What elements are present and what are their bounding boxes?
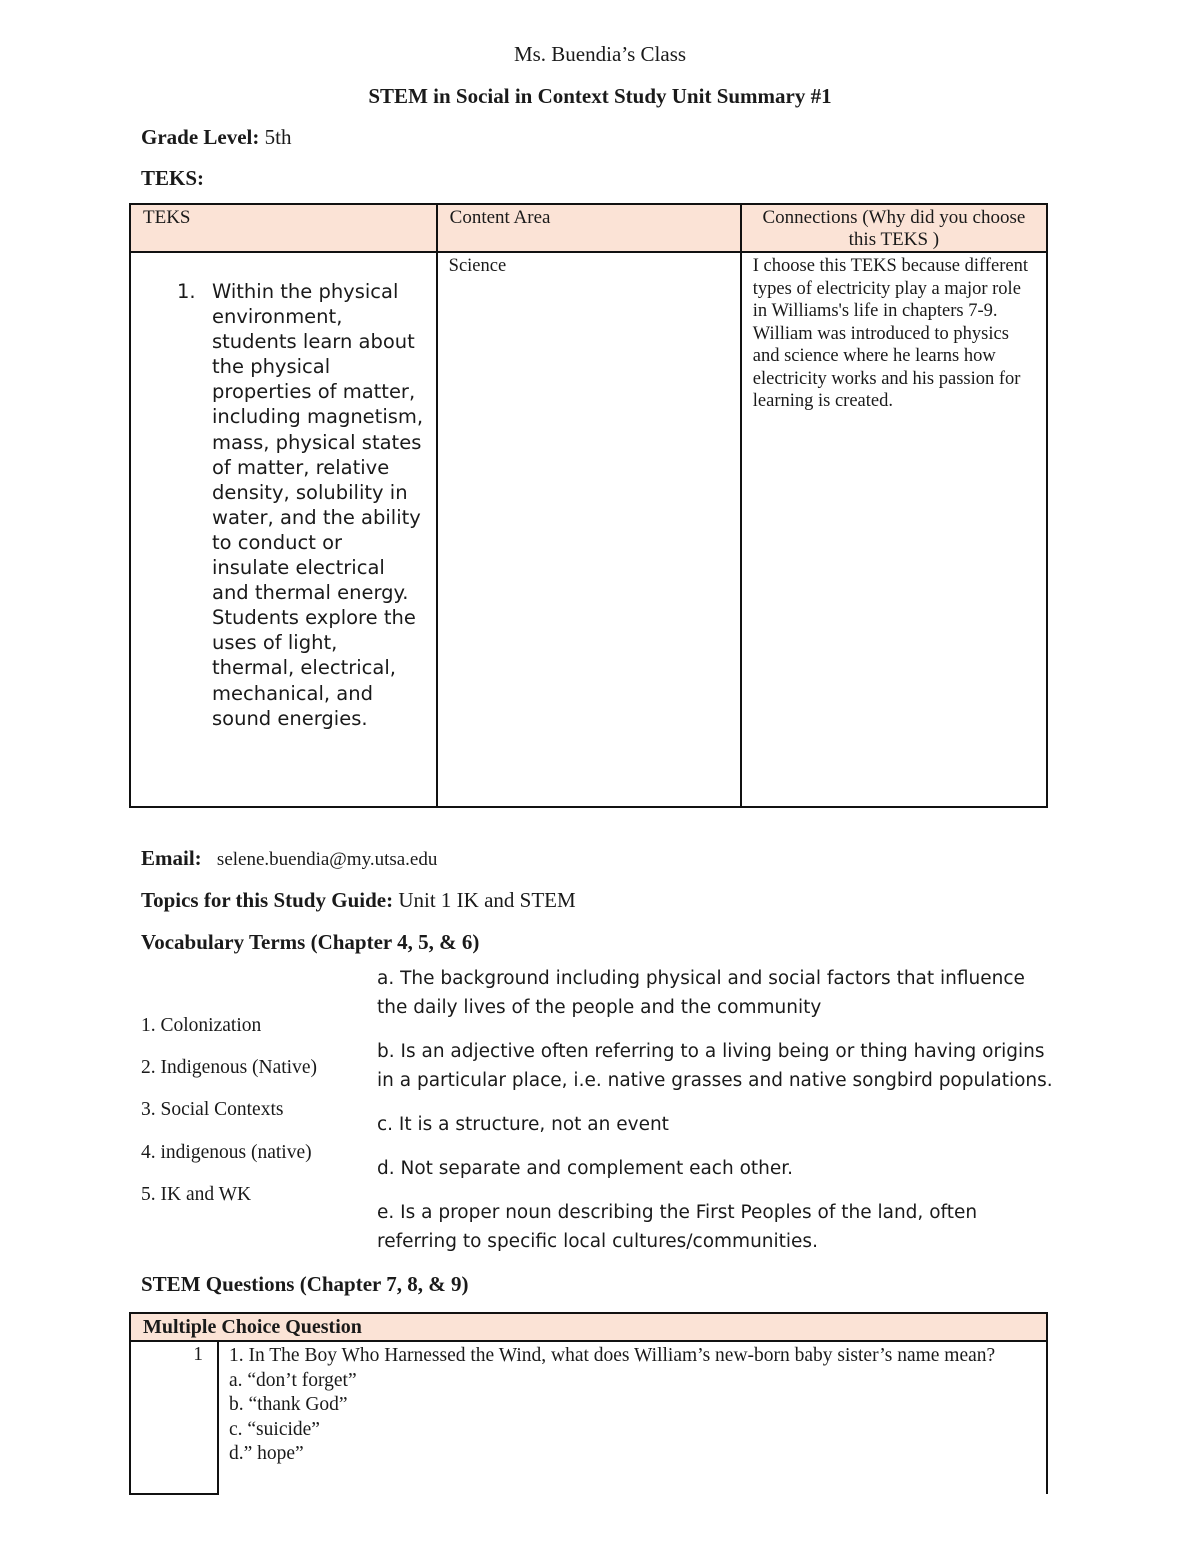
teks-table-row xyxy=(130,252,1047,807)
vocab-definition: b. Is an adjective often referring to a living being or thing having origins in a particular place, i.e. native grasses and native songbird populations. xyxy=(377,1041,1053,1091)
email-line xyxy=(141,846,437,871)
teks-header-label: TEKS xyxy=(143,207,191,228)
content-area-header-label: Content Area xyxy=(449,207,551,228)
grade-level-label: Grade Level: xyxy=(141,125,260,149)
class-name: Ms. Buendia’s Class xyxy=(513,42,687,66)
question-cell xyxy=(218,1341,1047,1494)
vocab-definition: a. The background including physical and social factors that influence the daily lives of the people and the community xyxy=(377,968,1025,1018)
teks-item-text: Within the physical environment, students learn about the physical properties of matter, including magnetism, mass, physical states of matter, relative density, solubility in water, and the ability to conduct or insulate electrical and thermal energy. Students explore the uses of light, thermal, electrical, mechanical, and sound energies. xyxy=(212,280,424,730)
multiple-choice-header-row xyxy=(130,1313,1047,1341)
answer-option: a. “don’t forget” xyxy=(229,1369,357,1391)
vocab-term: 2. Indigenous (Native) xyxy=(141,1057,317,1078)
question-number: 1 xyxy=(130,1341,218,1494)
stem-questions-heading: STEM Questions (Chapter 7, 8, & 9) xyxy=(141,1272,469,1296)
teks-list-item xyxy=(131,279,436,731)
vocab-term: 3. Social Contexts xyxy=(141,1099,284,1120)
email-label: Email: xyxy=(141,846,202,870)
question-text: 1. In The Boy Who Harnessed the Wind, what does William’s new-born baby sister’s name mean? xyxy=(229,1345,996,1366)
content-area-value: Science xyxy=(448,256,507,276)
content-area-header-cell xyxy=(437,204,741,252)
vocab-definition: e. Is a proper noun describing the First Peoples of the land, often referring to specific local cultures/communities. xyxy=(377,1202,978,1252)
connections-header-label: Connections (Why did you choose this TEKS ) xyxy=(762,207,1026,250)
topics-value: Unit 1 IK and STEM xyxy=(398,888,576,912)
teks-list xyxy=(131,253,436,731)
vocab-definition: d. Not separate and complement each other. xyxy=(377,1158,794,1179)
vocab-term: 4. indigenous (native) xyxy=(141,1142,312,1163)
multiple-choice-table xyxy=(129,1312,1048,1495)
question-row xyxy=(130,1341,1047,1494)
email-value: selene.buendia@my.utsa.edu xyxy=(216,849,438,870)
grade-level xyxy=(141,125,291,150)
teks-header-cell xyxy=(130,204,437,252)
connections-text: I choose this TEKS because different types of electricity play a major role in Williams's life in chapters 7-9. William was introduced to physics and science where he learns how electricity works and his passion for learning is created. xyxy=(752,256,1028,411)
teks-item-number: 1. xyxy=(177,280,196,303)
teks-cell xyxy=(130,252,437,807)
connections-header-cell xyxy=(741,204,1047,252)
content-area-cell xyxy=(437,252,741,807)
document-title: STEM in Social in Context Study Unit Summary #1 xyxy=(368,84,832,108)
vocab-definition: c. It is a structure, not an event xyxy=(377,1114,669,1135)
connections-cell xyxy=(741,252,1047,807)
vocab-term: 5. IK and WK xyxy=(141,1184,252,1205)
topics-line xyxy=(141,888,576,913)
teks-table-header-row xyxy=(130,204,1047,252)
topics-label: Topics for this Study Guide: xyxy=(141,888,394,912)
vocab-term: 1. Colonization xyxy=(141,1015,262,1036)
answer-option: d.” hope” xyxy=(229,1443,304,1464)
multiple-choice-header: Multiple Choice Question xyxy=(130,1313,1047,1341)
teks-heading: TEKS: xyxy=(141,166,205,190)
vocabulary-heading: Vocabulary Terms (Chapter 4, 5, & 6) xyxy=(141,930,480,954)
teks-table xyxy=(129,203,1048,808)
grade-level-value: 5th xyxy=(264,125,292,149)
answer-option: b. “thank God” xyxy=(229,1394,348,1415)
answer-option: c. “suicide” xyxy=(229,1418,320,1440)
